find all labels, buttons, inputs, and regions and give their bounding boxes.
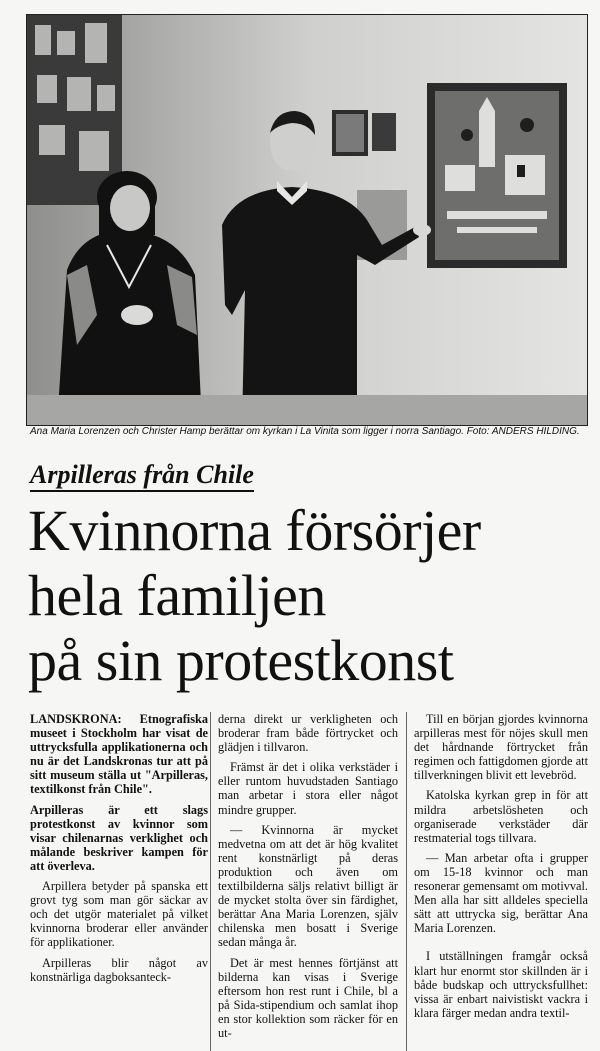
body-paragraph: Arpillera betyder på spanska ett grovt tyg som man gör säckar av och det utgör materialet på vilket kvinnorna broderar eller använder för applikationer. xyxy=(30,879,208,950)
lead-paragraph xyxy=(30,712,208,797)
dateline: LANDSKRONA: xyxy=(30,712,122,726)
column-divider xyxy=(406,712,407,1051)
headline-line-3: på sin protestkonst xyxy=(28,628,454,693)
body-column-1 xyxy=(30,712,208,990)
article-headline xyxy=(28,498,588,693)
headline-line-2: hela familjen xyxy=(28,563,326,628)
body-paragraph: Katolska kyrkan grep in för att mildra arbetslösheten och organiserade verkstäder där restmaterial togs tillvara. xyxy=(414,788,588,845)
body-paragraph: Arpilleras är ett slags protestkonst av kvinnor som visar chilenarnas verklighet och målande beskriver kampen för att överleva. xyxy=(30,802,208,873)
body-paragraph: Främst är det i olika verkstäder i eller runtom huvudstaden Santiago man arbetar i stora eller något mindre grupper. xyxy=(218,760,398,817)
lead-text: Etnografiska museet i Stockholm har visat de uttrycksfulla applikationerna och nu är det Landskronas tur att på sitt museum ställa ut "Arpilleras, textilkonst från Chile". xyxy=(30,712,208,797)
headline-line-1: Kvinnorna försörjer xyxy=(28,498,481,563)
body-paragraph: — Man arbetar ofta i grupper om 15-18 kvinnor och man resonerar gemensamt om motivval. Men alla har sitt alldeles speciella sätt att uttrycka sig, berättar Ana Maria Lorenzen. xyxy=(414,850,588,936)
body-paragraph: Det är mest hennes förtjänst att bilderna kan visas i Sverige eftersom hon rest runt i Chile, bl a på Sida-stipendium och samlat ihop en stor kollektion som räcker för en ut- xyxy=(218,955,398,1040)
article-photo xyxy=(26,14,588,426)
article-kicker: Arpilleras från Chile xyxy=(30,460,254,492)
column-divider xyxy=(210,712,211,1051)
body-paragraph: I utställningen framgår också klart hur enormt stor skillnden är i både budskap och uttrycksfullhet: vissa är enbart naivistiskt vackra i klara färger medan andra textil- xyxy=(414,949,588,1020)
body-paragraph: Arpilleras blir något av konstnärliga dagboksanteck- xyxy=(30,955,208,984)
photo-caption: Ana Maria Lorenzen och Christer Hamp berättar om kyrkan i La Vinita som ligger i norra Santiago. Foto: ANDERS HILDING. xyxy=(30,426,580,437)
body-paragraph: derna direkt ur verkligheten och broderar fram både förtrycket och glädjen i tillvaron. xyxy=(218,712,398,755)
body-paragraph: — Kvinnorna är mycket medvetna om att det är hög kvalitet rent konstnärligt på deras produktion och även om textilbilderna säljs relativt billigt är de mycket stolta över sin färdighet, berättar Ana Maria Lorenzen, själv chilenska men bosatt i Sverige sedan många år. xyxy=(218,822,398,950)
body-column-3 xyxy=(414,712,588,1026)
body-column-2 xyxy=(218,712,398,1046)
body-paragraph: Till en början gjordes kvinnorna arpilleras mest för nöjes skull men det hårdnande förtrycket från regimen och fattigdomen gjorde att tillverkningen blivit ett levebröd. xyxy=(414,712,588,783)
